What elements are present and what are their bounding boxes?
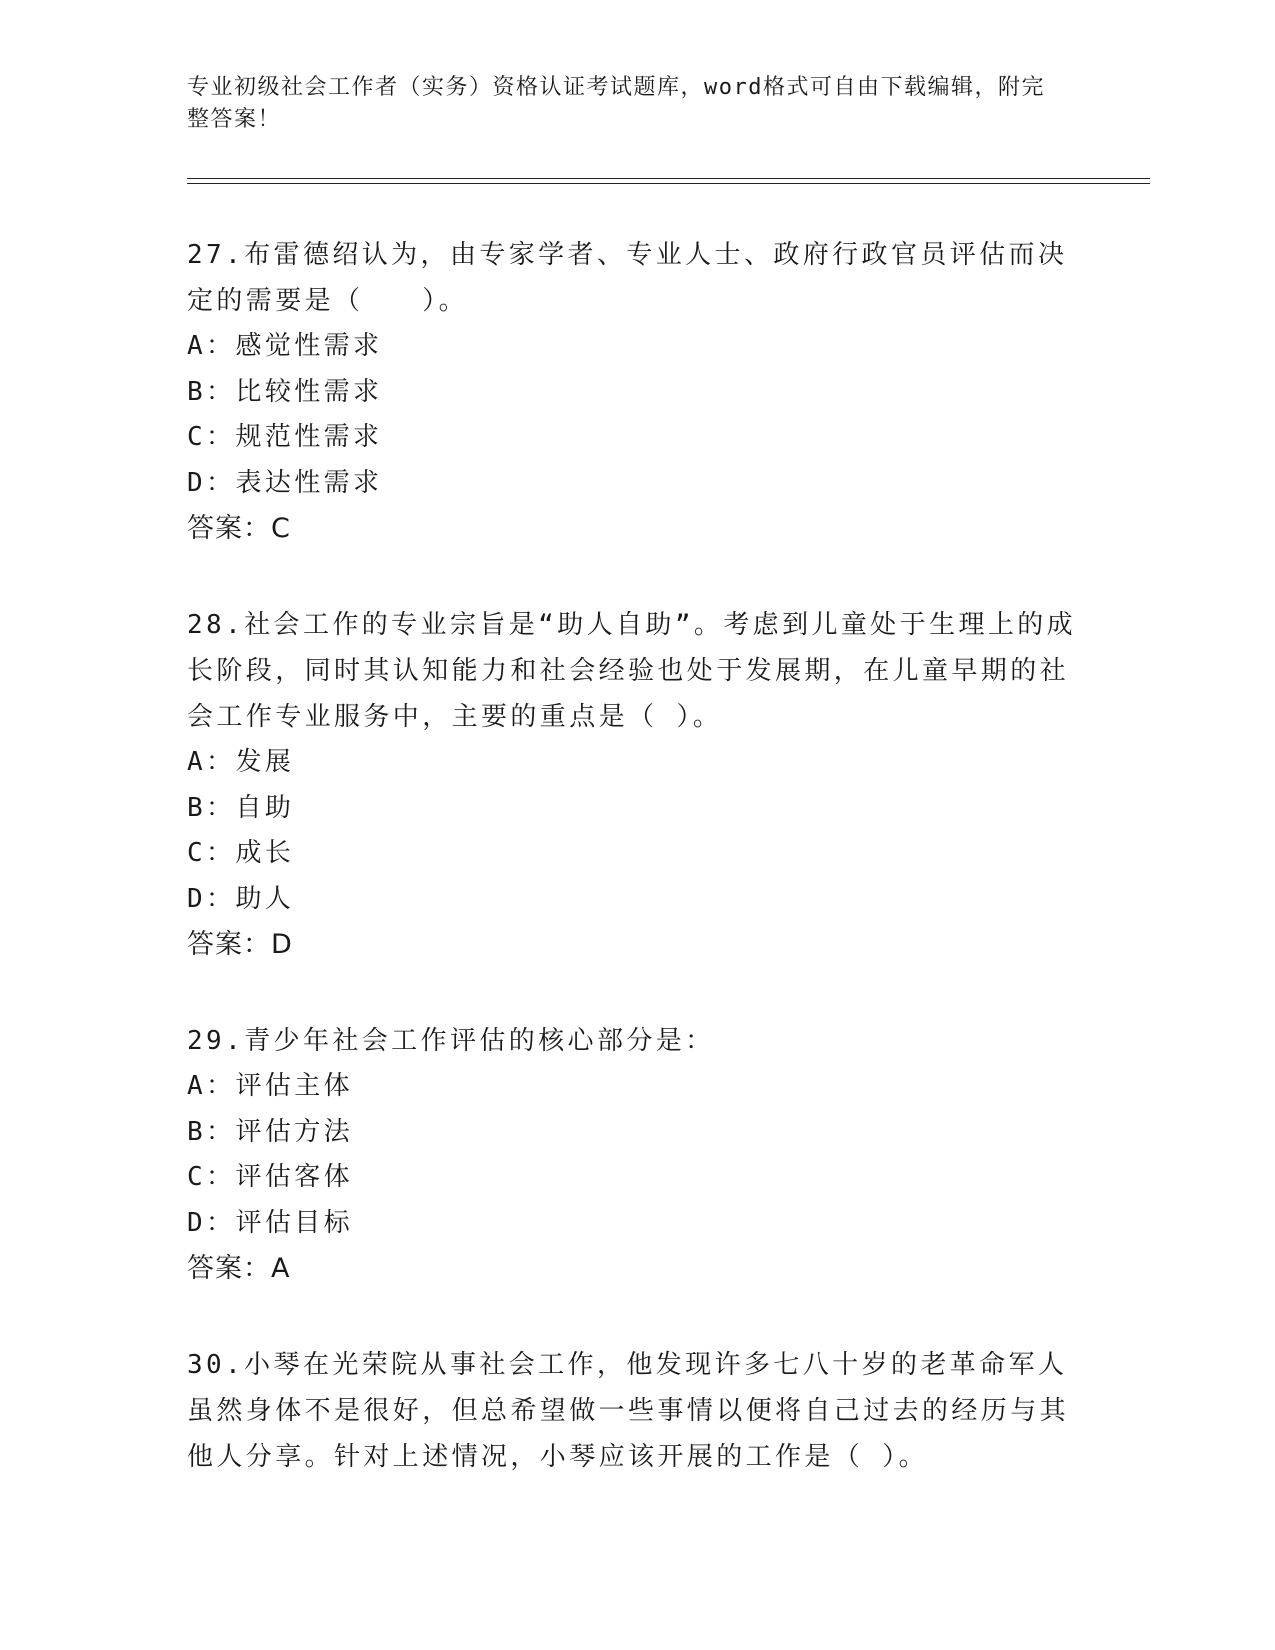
answer-line: 答案：A xyxy=(187,1253,291,1284)
option-c: C：规范性需求 xyxy=(187,422,383,452)
question-list xyxy=(187,232,1087,1530)
option-b: B：比较性需求 xyxy=(187,376,383,407)
question-29 xyxy=(187,1018,1087,1292)
question-text: 28.社会工作的专业宗旨是“助人自助”。考虑到儿童处于生理上的成长阶段，同时其认知能力和社会经验也处于发展期，在儿童早期的社会工作专业服务中，主要的重点是（ ）。 xyxy=(187,610,1077,732)
page-header: 专业初级社会工作者（实务）资格认证考试题库，word格式可自由下载编辑，附完整答案！ xyxy=(187,75,1045,132)
option-list xyxy=(187,324,1087,506)
question-text: 29.青少年社会工作评估的核心部分是： xyxy=(187,1026,715,1056)
question-27 xyxy=(187,232,1087,552)
answer-line: 答案：C xyxy=(187,513,291,544)
question-text: 30.小琴在光荣院从事社会工作，他发现许多七八十岁的老革命军人虽然身体不是很好，但总希望做一些事情以便将自己过去的经历与其他人分享。针对上述情况，小琴应该开展的工作是（ ）。 xyxy=(187,1350,1070,1472)
option-a: A：感觉性需求 xyxy=(187,331,383,361)
option-b: B：评估方法 xyxy=(187,1116,354,1147)
answer-line: 答案：D xyxy=(187,929,293,960)
option-list xyxy=(187,1064,1087,1246)
header-divider-top xyxy=(187,178,1150,179)
option-a: A：发展 xyxy=(187,747,295,777)
question-30 xyxy=(187,1342,1087,1480)
option-d: D：评估目标 xyxy=(187,1207,354,1238)
option-d: D：助人 xyxy=(187,883,295,914)
question-28 xyxy=(187,602,1087,968)
option-list xyxy=(187,740,1087,922)
option-a: A：评估主体 xyxy=(187,1071,354,1101)
option-b: B：自助 xyxy=(187,792,295,823)
option-d: D：表达性需求 xyxy=(187,467,383,498)
option-c: C：成长 xyxy=(187,838,295,868)
option-c: C：评估客体 xyxy=(187,1162,354,1192)
question-text: 27.布雷德绍认为，由专家学者、专业人士、政府行政官员评估而决定的需要是（ ）。 xyxy=(187,240,1068,316)
header-divider-bottom xyxy=(187,183,1150,184)
